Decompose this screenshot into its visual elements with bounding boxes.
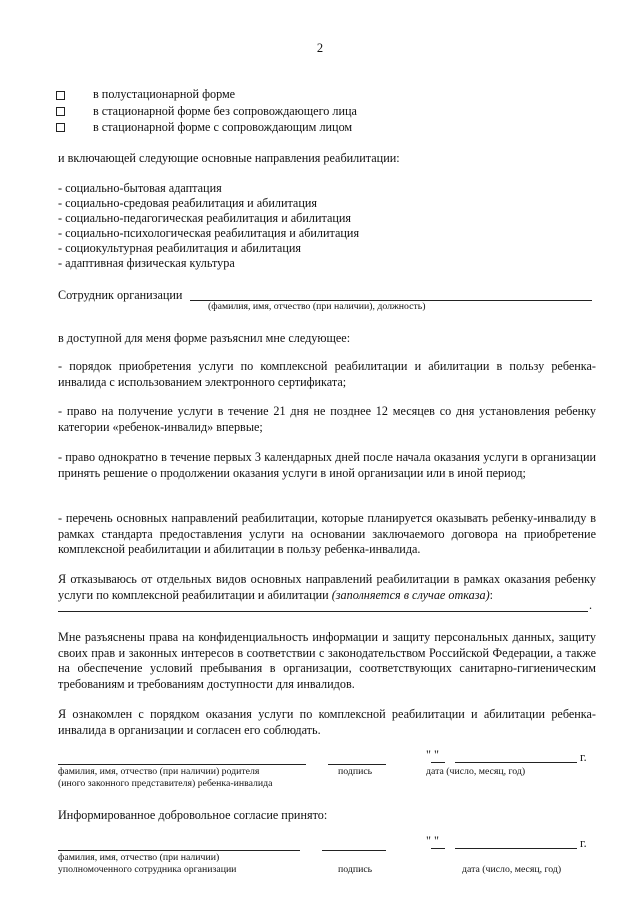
explained-item: - перечень основных направлений реабилитации, которые планируется оказывать ребенку-инвалиду в рамках стандарта предоставления услуги на основании заключаемого договора на приобретение комплексной реабилитации и абилитации в пользу ребенка-инвалида. [58, 511, 596, 557]
date-quotes: " " [426, 748, 439, 762]
parent-day-field[interactable] [431, 762, 445, 763]
direction-item: - социально-средовая реабилитация и абилитация [58, 196, 317, 210]
consent-label: Информированное добровольное согласие принято: [58, 808, 328, 822]
refusal-field[interactable] [58, 611, 588, 612]
explained-item: - право однократно в течение первых 3 календарных дней после начала оказания услуги в организации принять решение о продолжении оказания услуги в иной организации или в иной период; [58, 450, 596, 480]
explained-intro: в доступной для меня форме разъяснил мне следующее: [58, 331, 351, 345]
employee-name-sign-field[interactable] [58, 850, 300, 851]
direction-item: - социокультурная реабилитация и абилитация [58, 241, 301, 255]
parent-caption: фамилия, имя, отчество (при наличии) родителя [58, 766, 260, 777]
page-number: 2 [316, 41, 324, 55]
checkbox-label: в полустационарной форме [93, 87, 236, 101]
year-suffix: г. [580, 836, 587, 850]
checkbox-label: в стационарной форме с сопровождающим лицом [93, 120, 353, 134]
refusal-note: (заполняется в случае отказа) [331, 587, 490, 602]
employee-day-field[interactable] [431, 848, 445, 849]
explained-item: - право на получение услуги в течение 21 дня не позднее 12 месяцев со дня установления ребенку категории «ребенок-инвалид» впервые; [58, 404, 596, 434]
date-quotes: " " [426, 834, 439, 848]
employee-caption: (фамилия, имя, отчество (при наличии), должность) [208, 301, 426, 312]
explained-item: - порядок приобретения услуги по комплексной реабилитации и абилитации в пользу ребенка-инвалида с использованием электронного сертификата; [58, 359, 596, 389]
employee-sign-caption: фамилия, имя, отчество (при наличии) [58, 852, 220, 863]
parent-caption: (иного законного представителя) ребенка-инвалида [58, 778, 273, 789]
parent-month-year-field[interactable] [455, 762, 577, 763]
acquainted-paragraph: Я ознакомлен с порядком оказания услуги по комплексной реабилитации и абилитации ребенка-инвалида в организации и согласен его соблюдать. [58, 707, 596, 737]
direction-item: - социально-педагогическая реабилитация и абилитация [58, 211, 352, 225]
date-caption: дата (число, месяц, год) [426, 766, 526, 777]
directions-intro: и включающей следующие основные направления реабилитации: [58, 151, 400, 165]
rights-paragraph: Мне разъяснены права на конфиденциальность информации и защиту персональных данных, защиту своих прав и законных интересов в соответствии с законодательством Российской Федерации, а также на обеспечение условий пребывания в организации, соответствующих санитарно-гигиеническим требованиям и требованиям доступности для инвалидов. [58, 630, 596, 691]
parent-name-field[interactable] [58, 764, 306, 765]
checkbox-stationary-alone[interactable] [56, 107, 65, 116]
employee-month-year-field[interactable] [455, 848, 577, 849]
direction-item: - адаптивная физическая культура [58, 256, 235, 270]
refusal-text: Я отказываюсь от отдельных видов основных направлений реабилитации в рамках оказания ребенку услуги по комплексной реабилитации и абилитации [58, 572, 596, 602]
checkbox-label: в стационарной форме без сопровождающего лица [93, 104, 357, 118]
year-suffix: г. [580, 750, 587, 764]
parent-signature-field[interactable] [328, 764, 386, 765]
checkbox-stationary-accompanied[interactable] [56, 123, 65, 132]
signature-caption: подпись [338, 864, 373, 875]
checkbox-semistationary[interactable] [56, 91, 65, 100]
direction-item: - социально-психологическая реабилитация и абилитация [58, 226, 360, 240]
date-caption: дата (число, месяц, год) [462, 864, 562, 875]
employee-sign-caption: уполномоченного сотрудника организации [58, 864, 237, 875]
refusal-end-dot: . [589, 598, 593, 612]
signature-caption: подпись [338, 766, 373, 777]
refusal-paragraph: Я отказываюсь от отдельных видов основных направлений реабилитации в рамках оказания ребенку услуги по комплексной реабилитации и абилитации (заполняется в случае отказа): [58, 572, 596, 602]
employee-signature-field[interactable] [322, 850, 386, 851]
direction-item: - социально-бытовая адаптация [58, 181, 222, 195]
employee-label: Сотрудник организации [58, 288, 183, 302]
